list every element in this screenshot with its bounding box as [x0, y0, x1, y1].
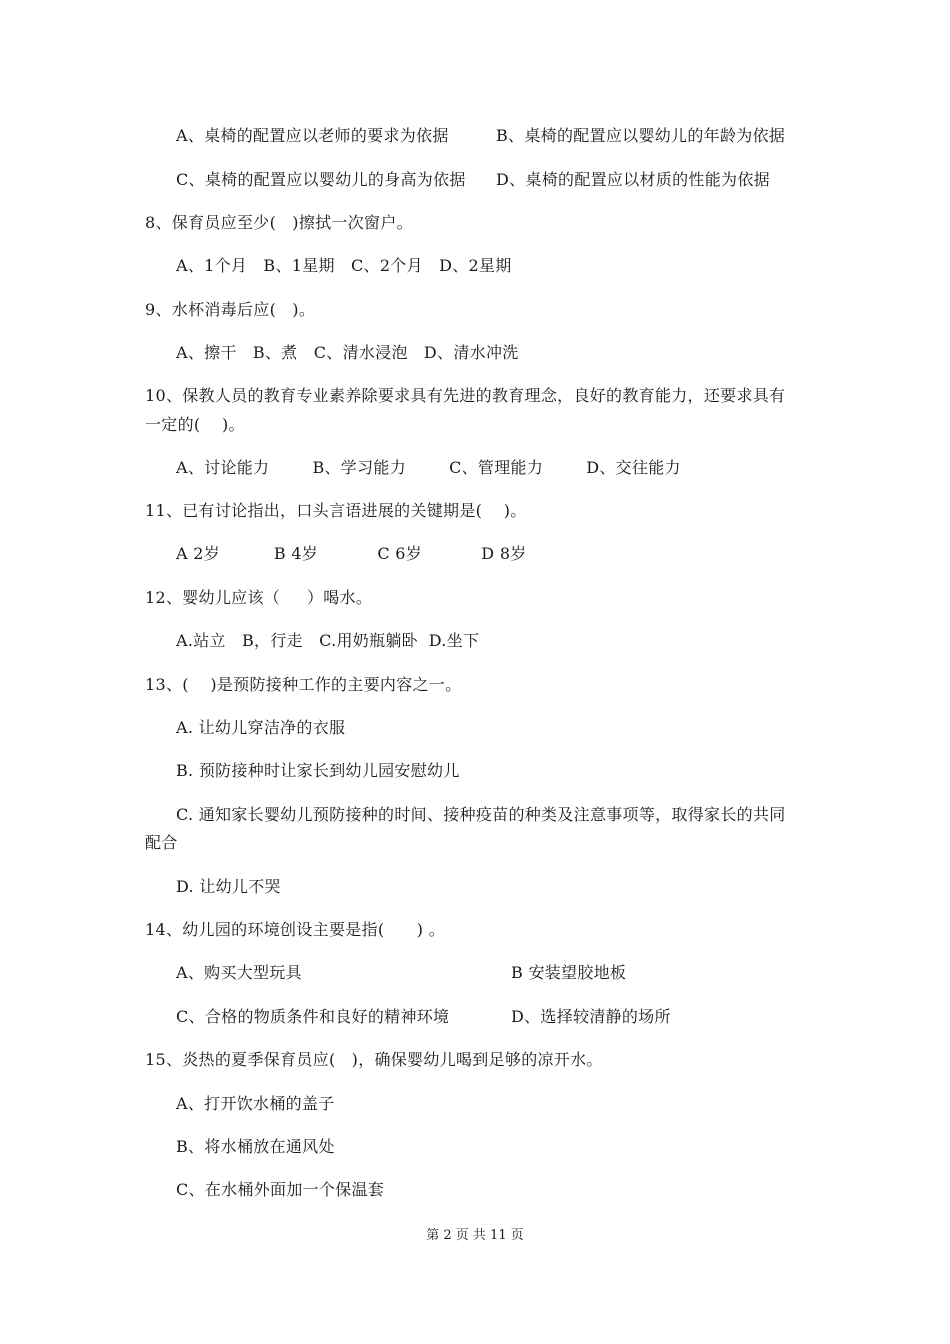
page-number-footer: 第 2 页 共 11 页: [426, 1228, 524, 1243]
q10-options: A、讨论能力 B、学习能力 C、管理能力 D、交往能力: [176, 458, 681, 477]
q15-option-a: A、打开饮水桶的盖子: [176, 1094, 335, 1113]
q7-option-a: A、桌椅的配置应以老师的要求为依据: [176, 126, 449, 145]
q9-stem: 9、水杯消毒后应( )。: [145, 300, 316, 319]
q11-stem: 11、已有讨论指出，口头言语进展的关键期是( )。: [145, 501, 527, 520]
q8-stem: 8、保育员应至少( )擦拭一次窗户。: [145, 213, 413, 232]
q7-option-d: D、桌椅的配置应以材质的性能为依据: [496, 170, 770, 189]
q13-stem: 13、( )是预防接种工作的主要内容之一。: [145, 675, 462, 694]
q14-stem: 14、幼儿园的环境创设主要是指( ) 。: [145, 920, 445, 939]
q14-option-a: A、购买大型玩具: [176, 963, 302, 982]
q15-option-b: B、将水桶放在通风处: [176, 1137, 335, 1156]
q13-option-b: B. 预防接种时让家长到幼儿园安慰幼儿: [176, 761, 460, 780]
q10-stem-line2: 一定的( )。: [145, 415, 245, 434]
q14-option-b: B 安装望胶地板: [511, 963, 627, 982]
q12-options: A.站立 B，行走 C.用奶瓶躺卧 D.坐下: [176, 631, 480, 650]
q7-option-b: B、桌椅的配置应以婴幼儿的年龄为依据: [496, 126, 786, 145]
q15-stem: 15、炎热的夏季保育员应( )，确保婴幼儿喝到足够的凉开水。: [145, 1050, 603, 1069]
q12-stem: 12、婴幼儿应该（ ）喝水。: [145, 588, 373, 607]
q13-option-d: D. 让幼儿不哭: [176, 877, 281, 896]
q8-options: A、1个月 B、1星期 C、2个月 D、2星期: [176, 256, 512, 275]
q13-option-c-line2: 配合: [145, 833, 178, 852]
q13-option-c-line1: C. 通知家长婴幼儿预防接种的时间、接种疫苗的种类及注意事项等，取得家长的共同: [176, 805, 786, 824]
q14-option-c: C、合格的物质条件和良好的精神环境: [176, 1007, 450, 1026]
q9-options: A、擦干 B、煮 C、清水浸泡 D、清水冲洗: [176, 343, 519, 362]
q14-option-d: D、选择较清静的场所: [511, 1007, 671, 1026]
q11-options: A 2岁 B 4岁 C 6岁 D 8岁: [176, 544, 527, 563]
q13-option-a: A. 让幼儿穿洁净的衣服: [176, 718, 346, 737]
q15-option-c: C、在水桶外面加一个保温套: [176, 1180, 385, 1199]
q10-stem-line1: 10、保教人员的教育专业素养除要求具有先进的教育理念，良好的教育能力，还要求具有: [145, 386, 786, 405]
q7-option-c: C、桌椅的配置应以婴幼儿的身高为依据: [176, 170, 466, 189]
